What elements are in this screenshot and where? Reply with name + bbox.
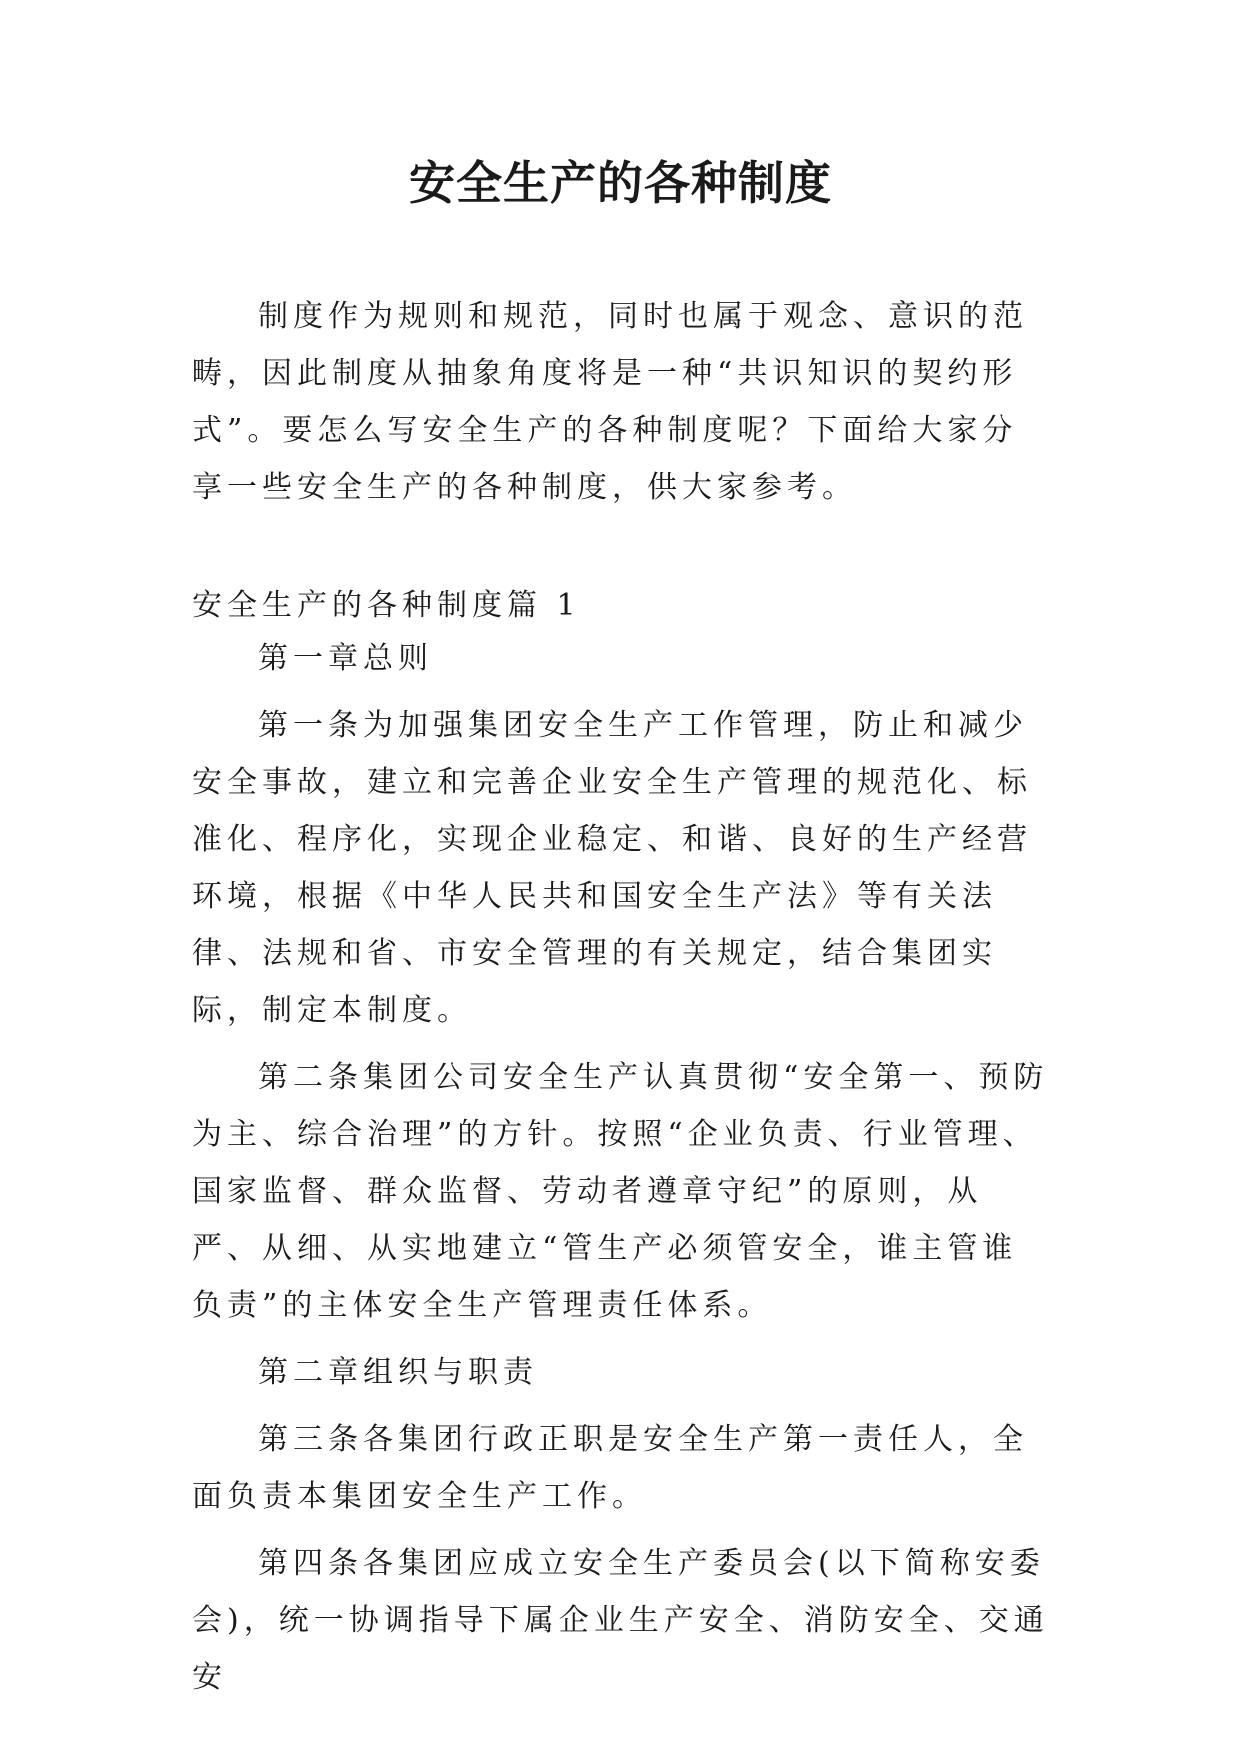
intro-paragraph: [192, 288, 1049, 516]
body-paragraph: 第一条为加强集团安全生产工作管理，防止和减少安全事故，建立和完善企业安全生产管理的规范化、标准化、程序化，实现企业稳定、和谐、良好的生产经营环境，根据《中华人民共和国安全生产法》等有关法律、法规和省、市安全管理的有关规定，结合集团实际，制定本制度。: [192, 708, 1032, 1028]
body-paragraph: 第三条各集团行政正职是安全生产第一责任人，全面负责本集团安全生产工作。: [192, 1422, 1028, 1514]
intro-text: 制度作为规则和规范，同时也属于观念、意识的范畴，因此制度从抽象角度将是一种“共识知识的契约形式”。要怎么写安全生产的各种制度呢？下面给大家分享一些安全生产的各种制度，供大家参考。: [192, 299, 1028, 505]
body-paragraph: 第二条集团公司安全生产认真贯彻“安全第一、预防为主、综合治理”的方针。按照“企业负责、行业管理、国家监督、群众监督、劳动者遵章守纪”的原则，从严、从细、从实地建立“管生产必须管安全，谁主管谁负责”的主体安全生产管理责任体系。: [192, 1060, 1049, 1323]
section-heading: 安全生产的各种制度篇 1: [192, 588, 581, 623]
document-body: [192, 630, 1049, 1706]
body-paragraph: 第四条各集团应成立安全生产委员会(以下简称安委会)，统一协调指导下属企业生产安全、消防安全、交通安: [192, 1546, 1049, 1695]
chapter-heading: 第二章组织与职责: [258, 1355, 538, 1390]
chapter-heading: 第一章总则: [258, 641, 433, 676]
document-title: 安全生产的各种制度: [409, 156, 832, 210]
